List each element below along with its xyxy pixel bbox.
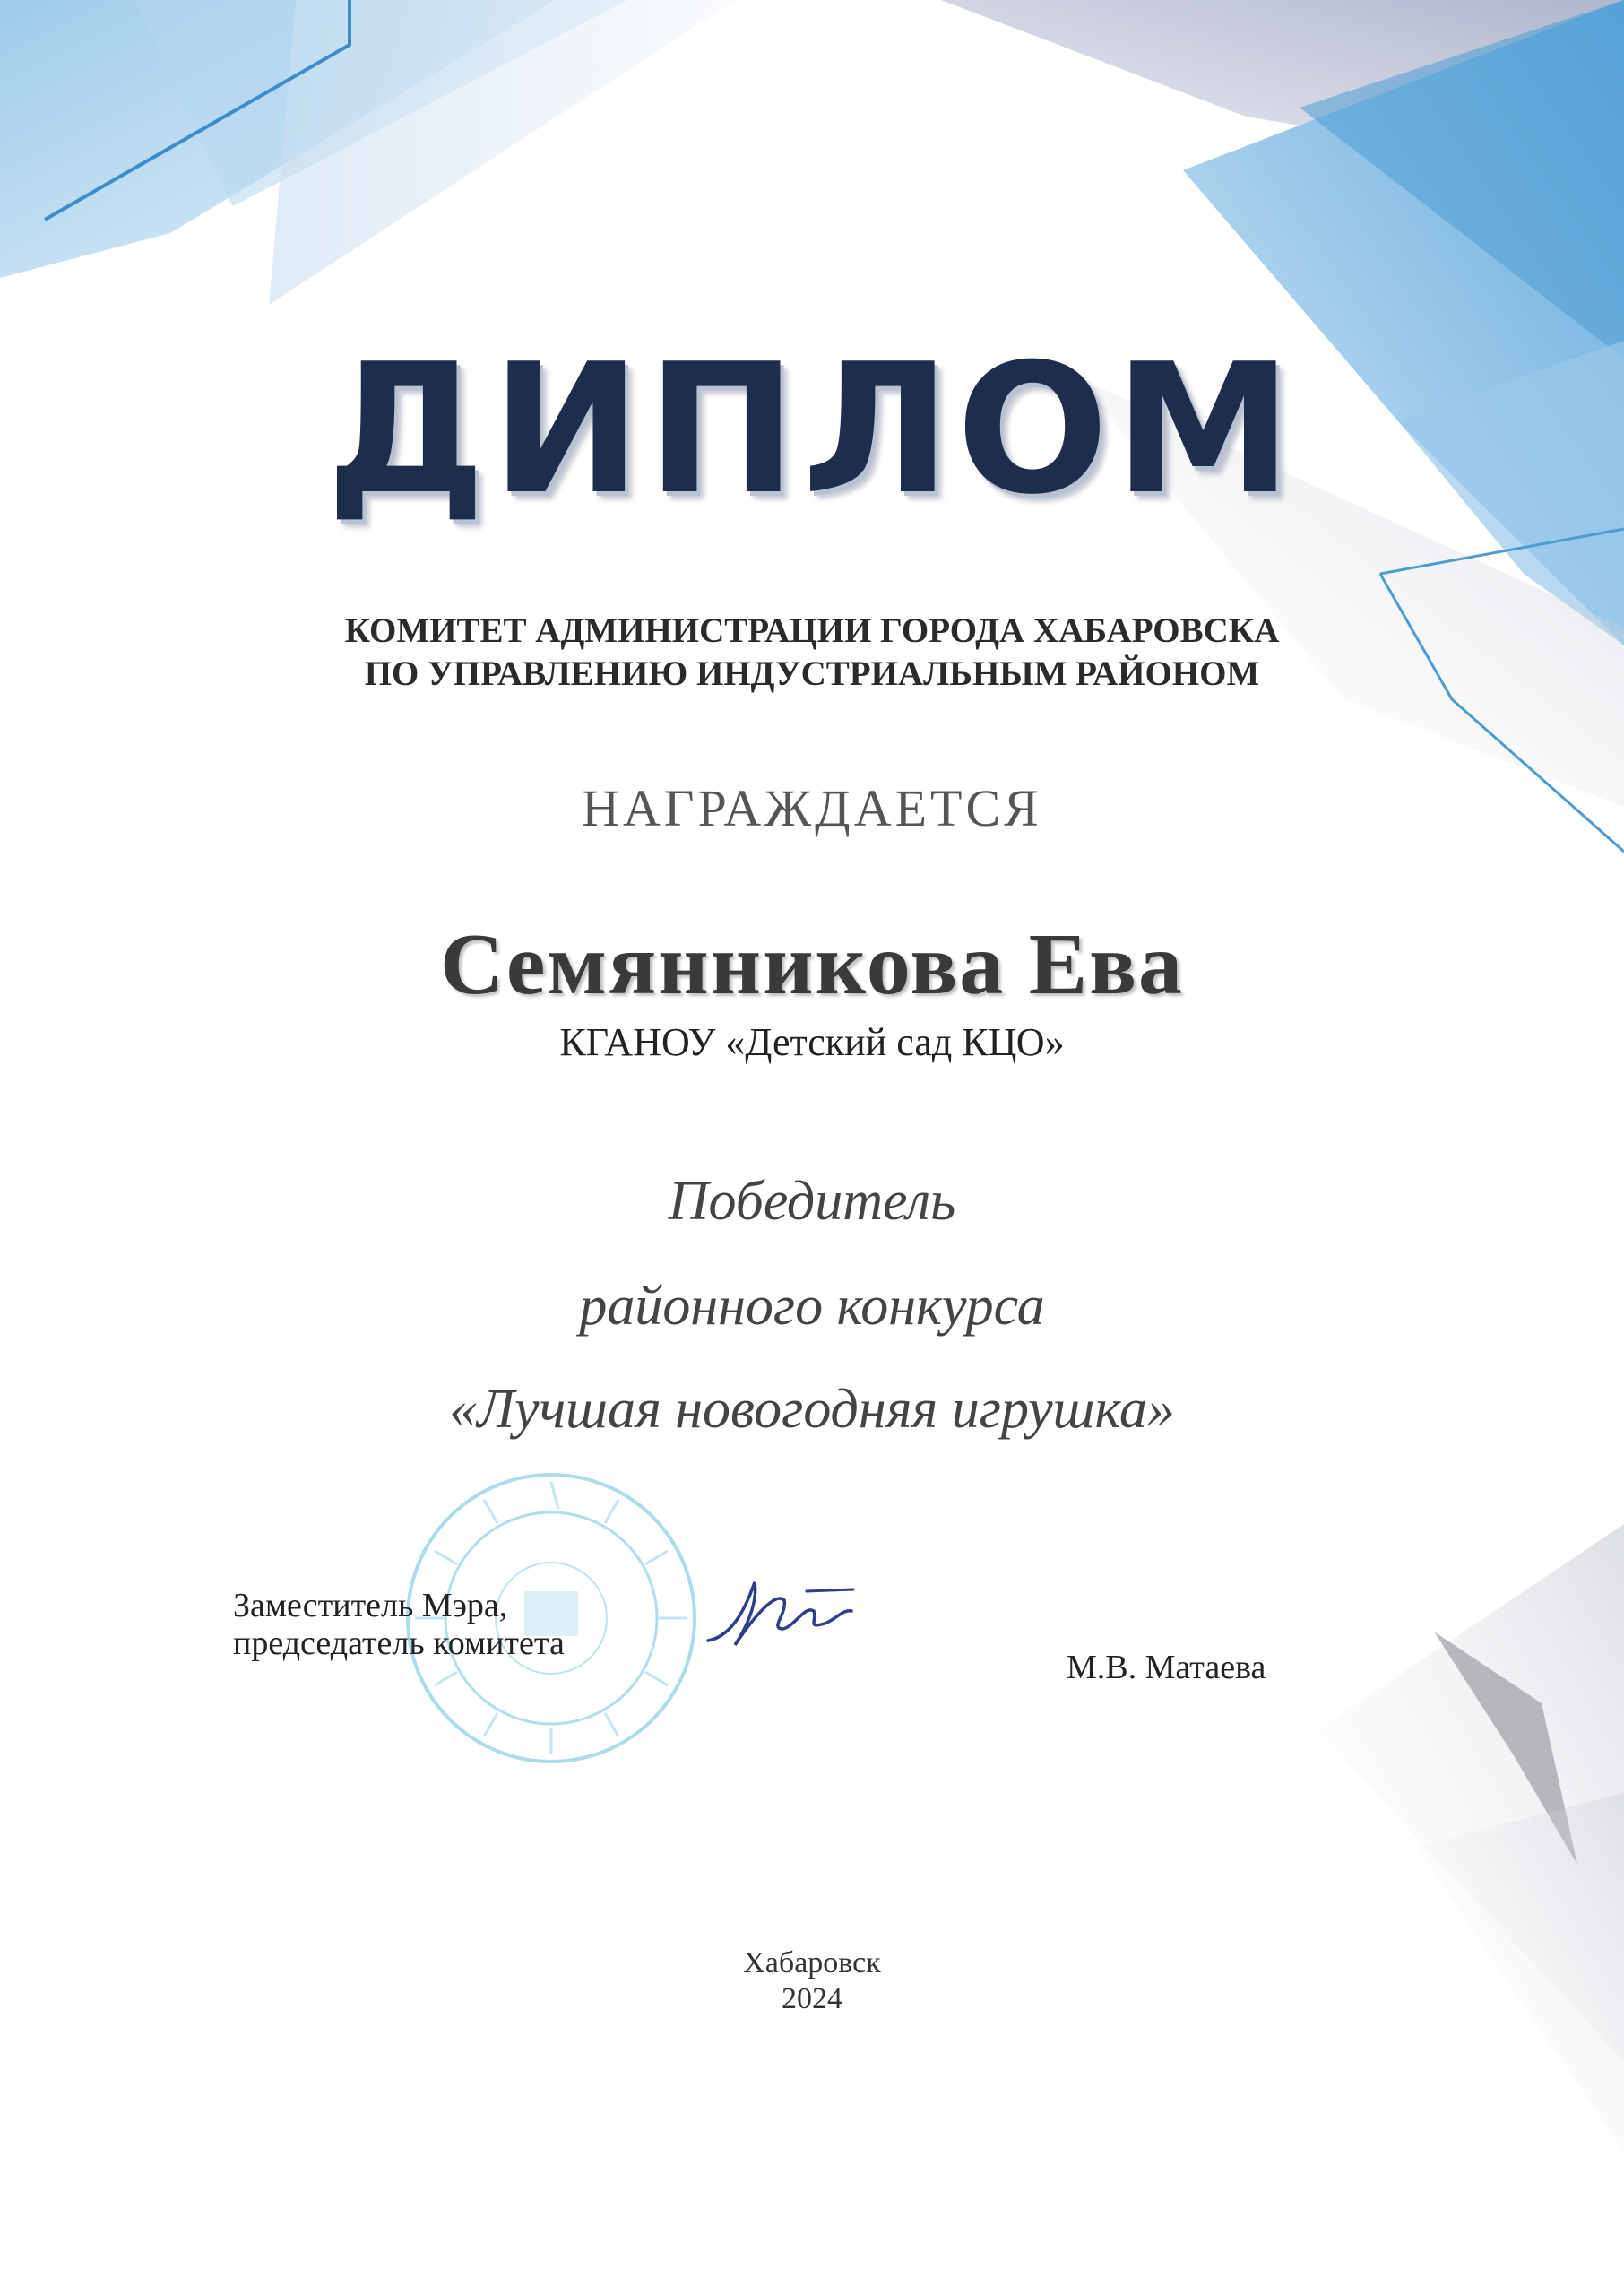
recipient-name: Семянникова Ева — [439, 916, 1185, 1013]
signer-position-line-2: председатель комитета — [233, 1624, 565, 1662]
committee-name — [0, 610, 1624, 696]
issue-city: Хабаровск — [743, 1946, 881, 1979]
issue-place-date — [0, 1945, 1624, 2017]
signer-position-line-1: Заместитель Мэра, — [233, 1587, 508, 1624]
signer-position — [233, 1587, 565, 1662]
committee-line-2: ПО УПРАВЛЕНИЮ ИНДУСТРИАЛЬНЫМ РАЙОНОМ — [364, 654, 1260, 693]
awarded-label: НАГРАЖДАЕТСЯ — [582, 779, 1042, 837]
signer-name: М.В. Матаева — [1067, 1649, 1266, 1686]
diploma-title: ДИПЛОМ — [325, 325, 1299, 534]
committee-line-1: КОМИТЕТ АДМИНИСТРАЦИИ ГОРОДА ХАБАРОВСКА — [344, 611, 1280, 650]
issue-year: 2024 — [782, 1982, 842, 2015]
handwritten-signature — [699, 1564, 860, 1663]
achievement-line-2: районного конкурса — [579, 1276, 1045, 1337]
achievement-line-3: «Лучшая новогодняя игрушка» — [449, 1379, 1175, 1440]
achievement-line-1: Победитель — [668, 1171, 956, 1232]
recipient-organization: КГАНОУ «Детский сад КЦО» — [559, 1020, 1065, 1064]
